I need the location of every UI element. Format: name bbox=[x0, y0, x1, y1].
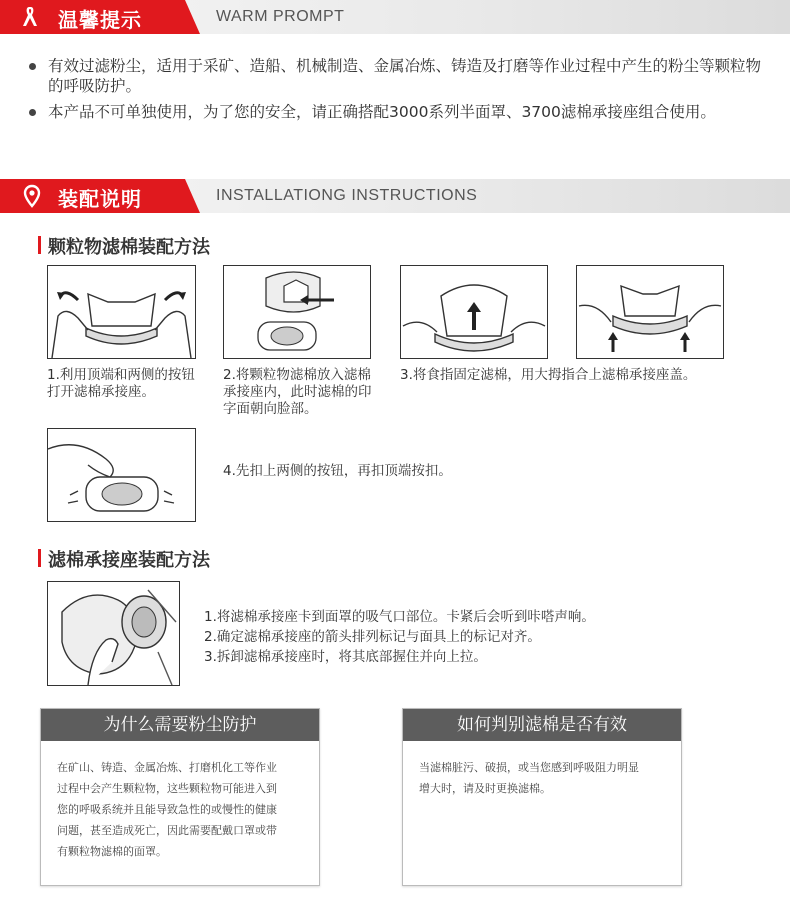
box-line: 您的呼吸系统并且能导致急性的或慢性的健康 bbox=[57, 803, 277, 816]
warm-prompt-list bbox=[26, 56, 766, 128]
retainer-line: 1.将滤棉承接座卡到面罩的吸气口部位。卡紧后会听到咔嗒声响。 bbox=[204, 609, 595, 625]
step3-illustration bbox=[400, 265, 548, 359]
step4-caption: 4.先扣上两侧的按钮，再扣顶端按扣。 bbox=[223, 463, 452, 479]
list-item: 本产品不可单独使用，为了您的安全，请正确搭配3000系列半面罩、3700滤棉承接座组合使用。 bbox=[26, 102, 766, 122]
box-line: 过程中会产生颗粒物，这些颗粒物可能进入到 bbox=[57, 782, 277, 795]
retainer-illustration bbox=[47, 581, 180, 686]
list-item: 有效过滤粉尘，适用于采矿、造船、机械制造、金属冶炼、铸造及打磨等作业过程中产生的粉尘等颗粒物的呼吸防护。 bbox=[26, 56, 766, 96]
box-body bbox=[41, 741, 319, 862]
warm-prompt-subtitle: WARM PROMPT bbox=[216, 8, 345, 25]
location-pin-icon bbox=[20, 184, 44, 208]
box-line: 增大时，请及时更换滤棉。 bbox=[419, 782, 551, 795]
retainer-section-heading: 滤棉承接座装配方法 bbox=[38, 546, 210, 572]
install-subtitle: INSTALLATIONG INSTRUCTIONS bbox=[216, 187, 478, 204]
box-line: 当滤棉脏污、破损，或当您感到呼吸阻力明显 bbox=[419, 761, 639, 774]
step4-illustration bbox=[47, 428, 196, 522]
step1-caption: 1.利用顶端和两侧的按钮打开滤棉承接座。 bbox=[47, 367, 195, 400]
box-body bbox=[403, 741, 681, 799]
install-title: 装配说明 bbox=[58, 187, 142, 211]
filter-effective-box bbox=[402, 708, 682, 886]
step2-caption: 2.将颗粒物滤棉放入滤棉承接座内，此时滤棉的印字面朝向脸部。 bbox=[223, 367, 372, 417]
step1-illustration bbox=[47, 265, 196, 359]
step3-caption: 3.将食指固定滤棉，用大拇指合上滤棉承接座盖。 bbox=[400, 367, 697, 383]
retainer-line: 3.拆卸滤棉承接座时，将其底部握住并向上拉。 bbox=[204, 649, 487, 665]
step3b-illustration bbox=[576, 265, 724, 359]
box-line: 有颗粒物滤棉的面罩。 bbox=[57, 845, 167, 858]
box-title: 如何判别滤棉是否有效 bbox=[403, 709, 681, 741]
warm-prompt-title: 温馨提示 bbox=[58, 8, 142, 32]
warm-prompt-banner bbox=[0, 0, 790, 34]
retainer-line: 2.确定滤棉承接座的箭头排列标记与面具上的标记对齐。 bbox=[204, 629, 541, 645]
box-line: 问题，甚至造成死亡，因此需要配戴口罩或带 bbox=[57, 824, 277, 837]
box-title: 为什么需要粉尘防护 bbox=[41, 709, 319, 741]
filter-section-heading: 颗粒物滤棉装配方法 bbox=[38, 233, 210, 259]
retainer-instructions bbox=[204, 607, 764, 667]
box-line: 在矿山、铸造、金属冶炼、打磨机化工等作业 bbox=[57, 761, 277, 774]
ribbon-icon bbox=[20, 5, 44, 29]
install-banner bbox=[0, 179, 790, 213]
why-dust-protection-box bbox=[40, 708, 320, 886]
step2-illustration bbox=[223, 265, 371, 359]
